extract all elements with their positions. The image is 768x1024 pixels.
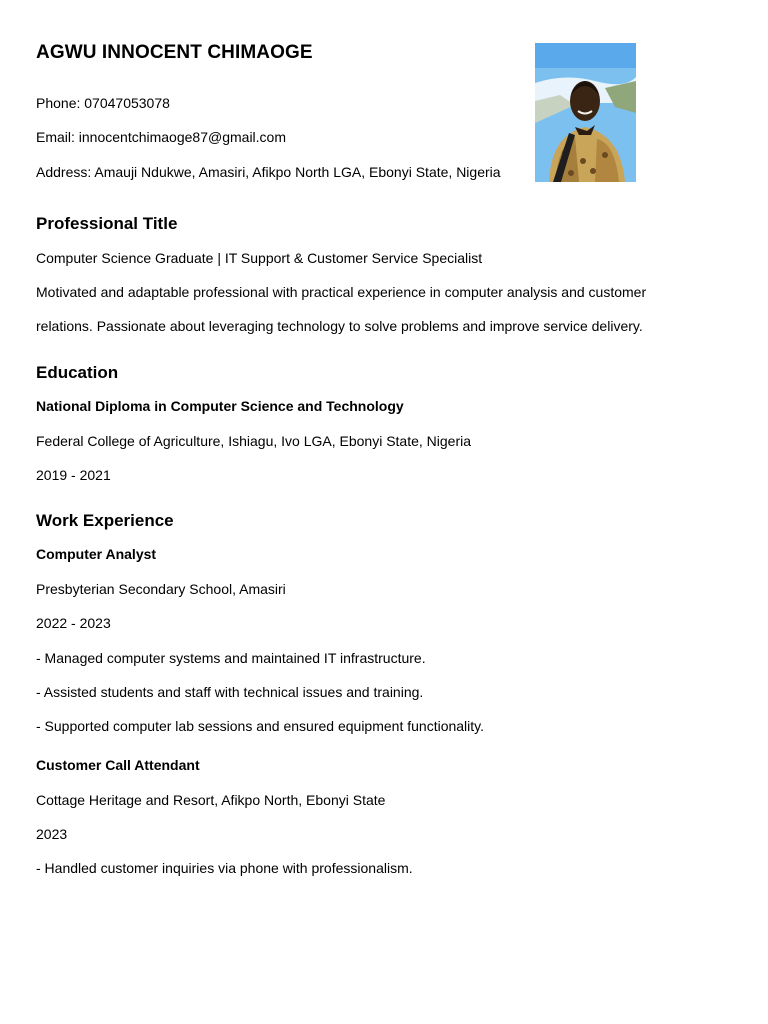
- email-text: Email: innocentchimaoge87@gmail.com: [36, 129, 286, 145]
- job-employer: Presbyterian Secondary School, Amasiri: [36, 581, 286, 597]
- job-duty: - Managed computer systems and maintained IT infrastructure.: [36, 650, 426, 666]
- phone-text: Phone: 07047053078: [36, 95, 170, 111]
- address-text: Address: Amauji Ndukwe, Amasiri, Afikpo North LGA, Ebonyi State, Nigeria: [36, 164, 501, 180]
- candidate-name: AGWU INNOCENT CHIMAOGE: [36, 42, 313, 63]
- summary-line-2: relations. Passionate about leveraging technology to solve problems and improve service delivery.: [36, 318, 643, 334]
- job-years: 2022 - 2023: [36, 615, 111, 631]
- job-duty: - Assisted students and staff with technical issues and training.: [36, 684, 424, 700]
- job-duty: - Supported computer lab sessions and ensured equipment functionality.: [36, 718, 485, 734]
- summary-line-1: Motivated and adaptable professional with practical experience in computer analysis and customer: [36, 284, 647, 300]
- job-title: Computer Analyst: [36, 546, 157, 562]
- job-title: Customer Call Attendant: [36, 757, 200, 773]
- section-heading-work: Work Experience: [36, 511, 174, 530]
- job-years: 2023: [36, 826, 68, 842]
- education-degree: National Diploma in Computer Science and Technology: [36, 398, 404, 414]
- profile-photo: [535, 43, 636, 182]
- section-heading-education: Education: [36, 363, 119, 382]
- education-years: 2019 - 2021: [36, 467, 111, 483]
- job-duty: - Handled customer inquiries via phone with professionalism.: [36, 860, 413, 876]
- job-employer: Cottage Heritage and Resort, Afikpo North, Ebonyi State: [36, 792, 386, 808]
- education-institution: Federal College of Agriculture, Ishiagu, Ivo LGA, Ebonyi State, Nigeria: [36, 433, 472, 449]
- professional-title: Computer Science Graduate | IT Support & Customer Service Specialist: [36, 250, 483, 266]
- section-heading-professional: Professional Title: [36, 214, 178, 233]
